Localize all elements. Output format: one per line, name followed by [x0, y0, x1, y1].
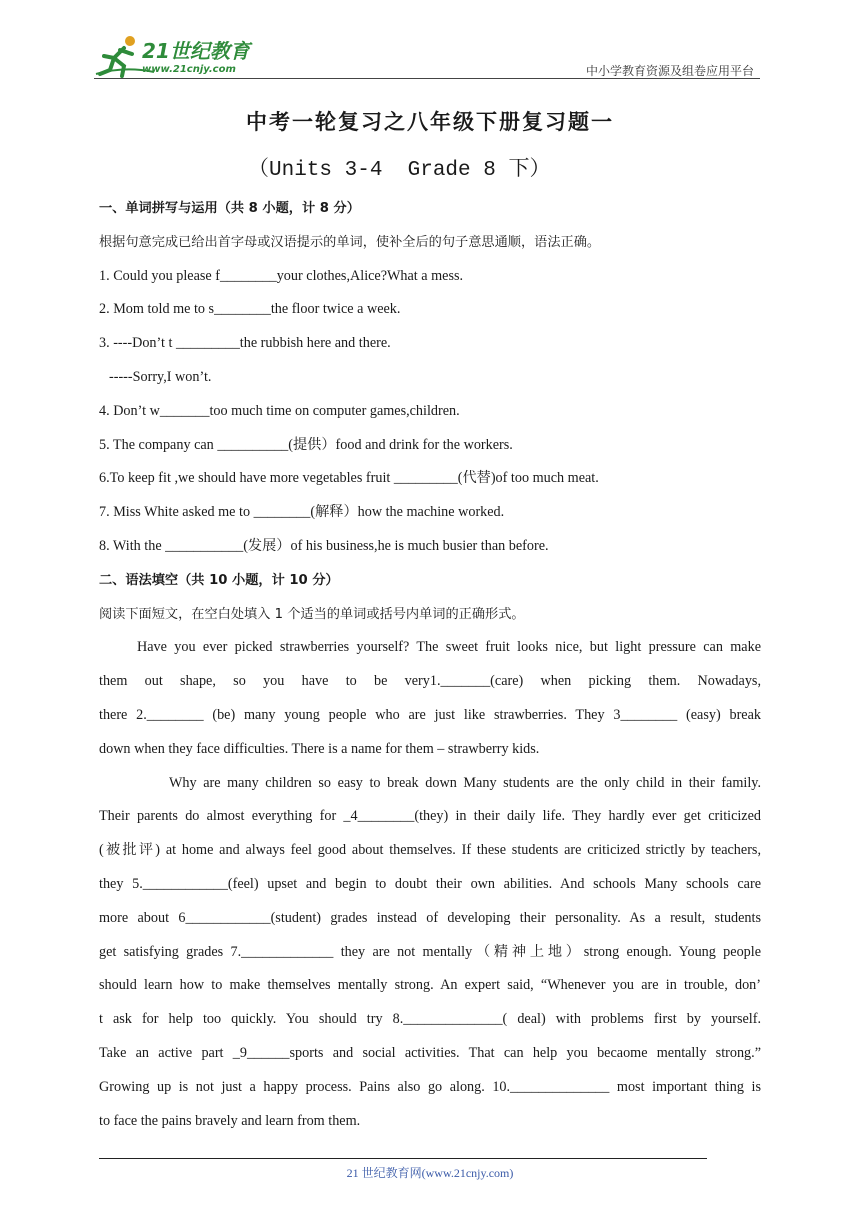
passage-line: they 5.____________(feel) upset and begin to doubt their own abilities. And schools Many schools care: [99, 875, 761, 892]
question-8: 8. With the ___________(发展）of his business,he is much busier than before.: [99, 537, 549, 554]
header-divider: [94, 78, 760, 79]
passage-line: more about 6____________(student) grades instead of developing their personality. As a result, students: [99, 909, 761, 926]
question-1: 1. Could you please f________your clothes,Alice?What a mess.: [99, 267, 464, 284]
footer-link[interactable]: 21 世纪教育网(www.21cnjy.com): [346, 1166, 514, 1180]
page-subtitle: （Units 3-4 Grade 8 下）: [248, 159, 551, 182]
section1-instruction: 根据句意完成已给出首字母或汉语提示的单词，使补全后的句子意思通顺，语法正确。: [99, 234, 601, 250]
page-title: 中考一轮复习之八年级下册复习题一: [246, 109, 614, 134]
question-4: 4. Don’t w_______too much time on computer games,children.: [99, 402, 460, 419]
logo-text: 21世纪教育: [142, 39, 250, 63]
passage-line: to face the pains bravely and learn from them.: [99, 1112, 361, 1129]
logo-url: www.21cnjy.com: [142, 64, 236, 75]
passage-line: Have you ever picked strawberries yourself? The sweet fruit looks nice, but light pressure can make: [137, 639, 761, 656]
section1-heading: 一、单词拼写与运用（共 8 小题，计 8 分）: [99, 201, 360, 216]
passage-line: there 2.________ (be) many young people who are just like strawberries. They 3________ (easy) break: [99, 706, 761, 723]
question-7: 7. Miss White asked me to ________(解释）how the machine worked.: [99, 504, 505, 521]
passage-line: get satisfying grades 7._____________ they are not mentally（精神上地）strong enough. Young people: [99, 943, 761, 960]
question-3: 3. ----Don’t t _________the rubbish here and there.: [99, 335, 391, 352]
question-6: 6.To keep fit ,we should have more vegetables fruit _________(代替)of too much meat.: [99, 470, 599, 487]
question-2: 2. Mom told me to s________the floor twice a week.: [99, 301, 401, 318]
logo: [94, 34, 264, 78]
passage-line: Their parents do almost everything for _4________(they) in their daily life. They hardly ever get criticized: [99, 808, 761, 825]
passage-line: down when they face difficulties. There is a name for them – strawberry kids.: [99, 740, 540, 757]
footer-divider: [99, 1158, 707, 1159]
platform-name: 中小学教育资源及组卷应用平台: [585, 64, 754, 78]
question-3-reply: -----Sorry,I won’t.: [109, 368, 212, 385]
passage-line: should learn how to make themselves mentally strong. An expert said, “Whenever you are in trouble, don’: [99, 977, 761, 994]
passage-line: Growing up is not just a happy process. Pains also go along. 10.______________ most important thing is: [99, 1078, 761, 1095]
passage-line: t ask for help too quickly. You should try 8.______________( deal) with problems first by yourself.: [99, 1011, 761, 1028]
exam-content: [99, 192, 761, 1138]
section2-instruction: 阅读下面短文，在空白处填入 1 个适当的单词或括号内单词的正确形式。: [99, 606, 525, 622]
passage-line: them out shape, so you have to be very1._______(care) when picking them. Nowadays,: [99, 673, 761, 690]
question-5: 5. The company can __________(提供）food and drink for the workers.: [99, 436, 513, 453]
page-header: [94, 34, 760, 80]
runner-logo-icon: [94, 34, 264, 78]
section2-heading: 二、语法填空（共 10 小题，计 10 分）: [99, 572, 339, 588]
passage-line: Take an active part _9______sports and social activities. That can help you becaome mentally strong.”: [99, 1044, 761, 1061]
passage-line: (被批评) at home and always feel good about themselves. If these students are criticized strictly by teachers,: [99, 842, 761, 859]
passage-line: Why are many children so easy to break down Many students are the only child in their family.: [169, 774, 761, 791]
